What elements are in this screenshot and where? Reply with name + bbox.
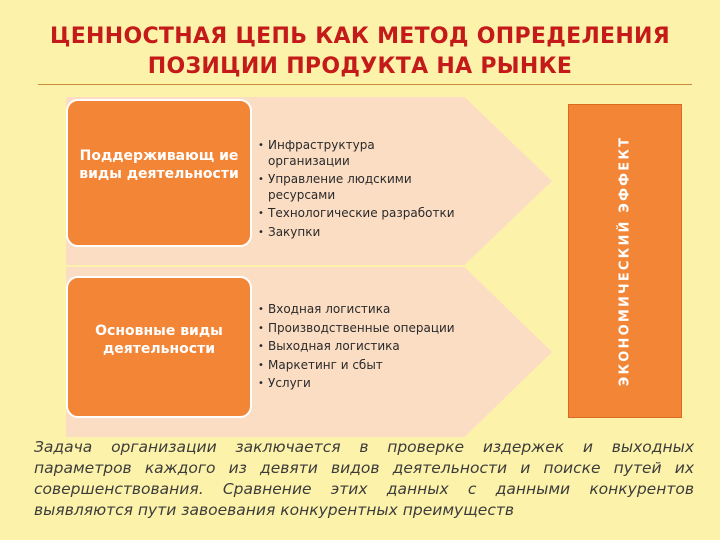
title-divider [38,84,692,85]
primary-activities-box [66,276,252,418]
support-activity-item: • Управление людскими ресурсами [258,172,458,203]
primary-activity-item: • Производственные операции [258,321,498,337]
primary-activity-item: • Маркетинг и сбыт [258,358,498,374]
support-activity-item: • Технологические разработки [258,206,458,222]
title-line-1: ЦЕННОСТНАЯ ЦЕПЬ КАК МЕТОД ОПРЕДЕЛЕНИЯ [49,24,671,49]
primary-activity-item: • Выходная логистика [258,339,498,355]
economic-effect-label: ЭКОНОМИЧЕСКИЙ ЭФФЕКТ [617,135,633,387]
task-description: Задача организации заключается в проверке издержек и выходных параметров каждого из девяти видов деятельности и поиске путей их совершенствования. Сравнение этих данных с данными конкурентов выявляются пути завоевания конкурентных преимуществ [34,438,694,519]
support-activity-item: • Закупки [258,225,458,241]
title-line-2: ПОЗИЦИИ ПРОДУКТА НА РЫНКЕ [147,54,573,79]
primary-activities-label: Основные виды деятельности [95,323,223,357]
primary-activity-item: • Услуги [258,376,498,392]
support-activity-item: • Инфраструктура организации [258,138,458,169]
support-activities-box [66,99,252,247]
page-title [20,22,700,82]
economic-effect-box [568,104,682,418]
support-activities-list [258,138,458,243]
support-activities-label: Поддерживающ ие виды деятельности [79,148,239,182]
primary-activity-item: • Входная логистика [258,302,498,318]
primary-activities-list [258,302,498,395]
